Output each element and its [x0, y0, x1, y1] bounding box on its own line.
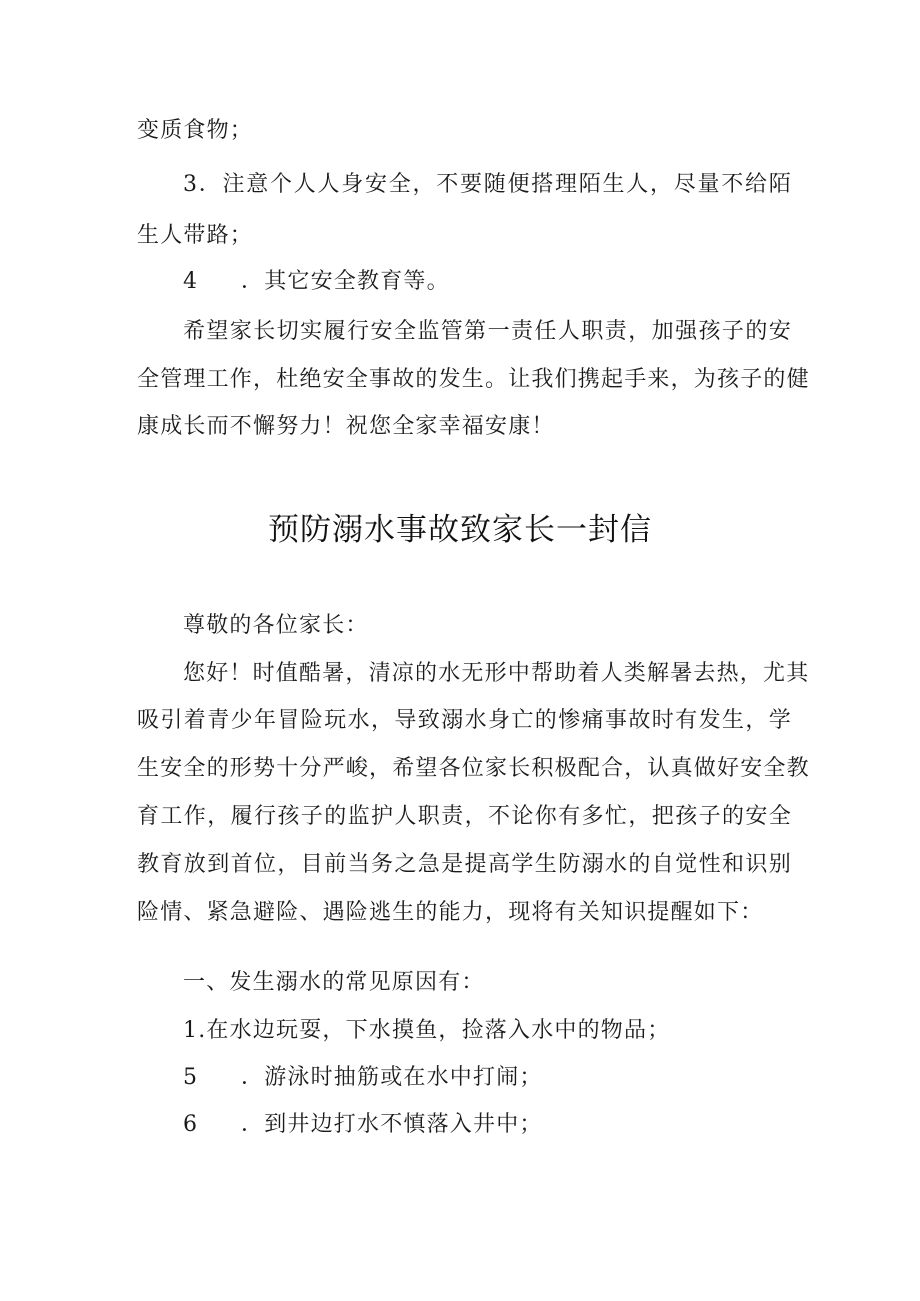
list-item-3-line2: 生人带路；	[137, 223, 254, 248]
closing-paragraph-line2: 全管理工作，杜绝安全事故的发生。让我们携起手来，为孩子的健	[137, 367, 810, 392]
closing-paragraph-line1: 希望家长切实履行安全监管第一责任人职责，加强孩子的安	[183, 319, 792, 344]
cause-item-6-text: ．到井边打水不慎落入井中；	[241, 1112, 543, 1137]
body-paragraph-line3: 生安全的形势十分严峻，希望各位家长积极配合，认真做好安全教	[137, 756, 810, 781]
body-paragraph-line5: 教育放到首位，目前当务之急是提高学生防溺水的自觉性和识别	[137, 852, 792, 877]
body-paragraph-line2: 吸引着青少年冒险玩水，导致溺水身亡的惨痛事故时有发生，学	[137, 708, 792, 733]
list-item-4-text: ．其它安全教育等。	[241, 269, 450, 294]
cause-item-1: 1.在水边玩耍，下水摸鱼，捡落入水中的物品；	[183, 1018, 671, 1043]
list-item-4	[183, 267, 792, 297]
salutation: 尊敬的各位家长：	[183, 613, 369, 638]
body-paragraph-line4: 育工作，履行孩子的监护人职责，不论你有多忙，把孩子的安全	[137, 804, 792, 829]
body-paragraph-line6: 险情、紧急避险、遇险逃生的能力，现将有关知识提醒如下：	[137, 900, 764, 925]
letter-title: 预防溺水事故致家长一封信	[268, 512, 652, 548]
body-paragraph-line1: 您好！时值酷暑，清凉的水无形中帮助着人类解暑去热，尤其	[183, 661, 810, 686]
cause-item-6-number: 6	[183, 1112, 199, 1137]
causes-heading: 一、发生溺水的常见原因有：	[183, 970, 485, 995]
prev-text-line: 变质食物；	[137, 118, 254, 143]
cause-item-5-number: 5	[183, 1065, 199, 1090]
cause-item-5	[183, 1063, 792, 1093]
list-item-4-number: 4	[183, 269, 199, 294]
cause-item-5-text: ．游泳时抽筋或在水中打闹；	[241, 1065, 543, 1090]
cause-item-6	[183, 1110, 792, 1140]
list-item-3-line1: 3．注意个人人身安全，不要随便搭理陌生人，尽量不给陌	[183, 172, 792, 197]
closing-paragraph-line3: 康成长而不懈努力！祝您全家幸福安康！	[137, 414, 555, 439]
